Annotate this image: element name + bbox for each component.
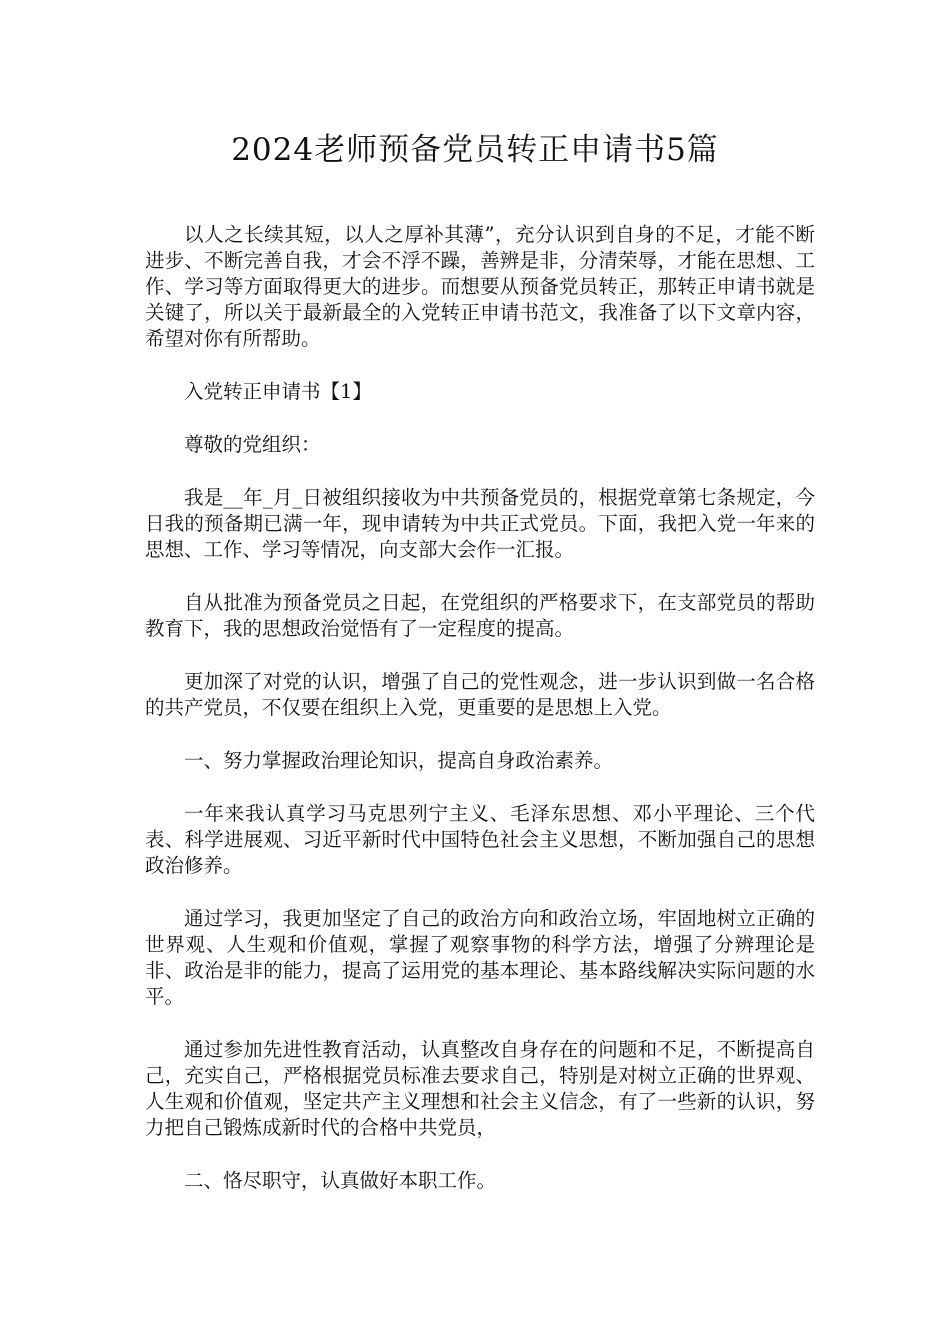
- body-paragraph: 通过参加先进性教育活动，认真整改自身存在的问题和不足，不断提高自己，充实自己，严格根据党员标准去要求自己，特别是对树立正确的世界观、人生观和价值观，坚定共产主义理想和社会主义信念，有了一些新的认识，努力把自己锻炼成新时代的合格中共党员，: [145, 1038, 815, 1139]
- intro-paragraph: 以人之长续其短，以人之厚补其薄”，充分认识到自身的不足，才能不断进步、不断完善自我，才会不浮不躁，善辨是非，分清荣辱，才能在思想、工作、学习等方面取得更大的进步。而想要从预备党员转正，那转正申请书就是关键了，所以关于最新最全的入党转正申请书范文，我准备了以下文章内容，希望对你有所帮助。: [145, 223, 815, 350]
- body-paragraph: 我是__年_月_日被组织接收为中共预备党员的，根据党章第七条规定，今日我的预备期已满一年，现申请转为中共正式党员。下面，我把入党一年来的思想、工作、学习等情况，向支部大会作一汇报。: [145, 486, 815, 561]
- body-paragraph: 一年来我认真学习马克思列宁主义、毛泽东思想、邓小平理论、三个代表、科学进展观、习近平新时代中国特色社会主义思想，不断加强自己的思想政治修养。: [145, 802, 815, 877]
- body-paragraph: 通过学习，我更加坚定了自己的政治方向和政治立场，牢固地树立正确的世界观、人生观和价值观，掌握了观察事物的科学方法，增强了分辨理论是非、政治是非的能力，提高了运用党的基本理论、基本路线解决实际问题的水平。: [145, 907, 815, 1008]
- subheading-2: 二、恪尽职守，认真做好本职工作。: [184, 1169, 497, 1192]
- subheading-1: 一、努力掌握政治理论知识，提高自身政治素养。: [184, 749, 614, 772]
- section-heading-1: 入党转正申请书【1】: [184, 380, 372, 403]
- body-paragraph: 自从批准为预备党员之日起，在党组织的严格要求下，在支部党员的帮助教育下，我的思想政治觉悟有了一定程度的提高。: [145, 591, 815, 640]
- document-title: 2024老师预备党员转正申请书5篇: [231, 132, 719, 168]
- salutation: 尊敬的党组织：: [184, 433, 321, 456]
- document-body: [145, 222, 815, 1221]
- body-paragraph: 更加深了对党的认识，增强了自己的党性观念，进一步认识到做一名合格的共产党员，不仅要在组织上入党，更重要的是思想上入党。: [145, 670, 815, 719]
